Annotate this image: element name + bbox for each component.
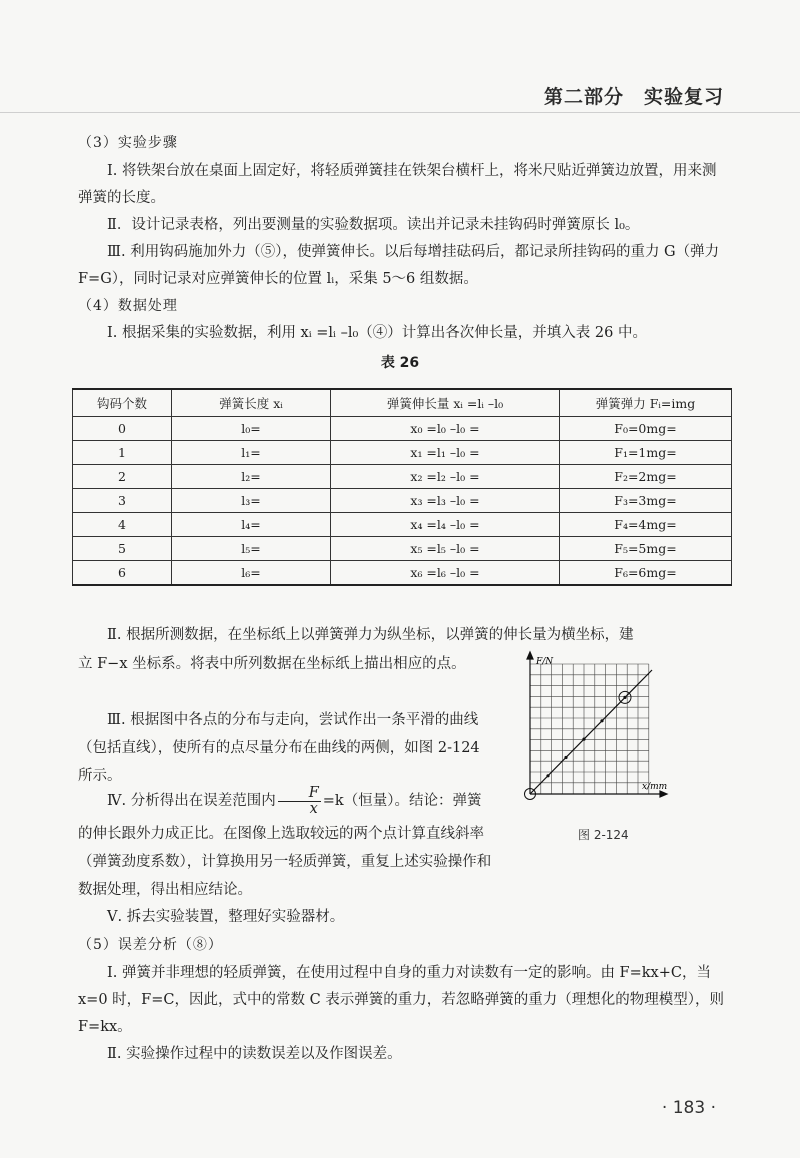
table-cell: x₃ =l₃ –l₀ = [331, 489, 560, 513]
table-cell: 0 [73, 417, 172, 441]
table-row [73, 489, 732, 513]
step-2-line-1: Ⅱ. 根据所测数据，在坐标纸上以弹簧弹力为纵坐标，以弹簧的伸长量为横坐标，建 [107, 627, 634, 643]
sec3-step-1: Ⅰ. 将铁架台放在桌面上固定好，将轻质弹簧挂在铁架台横杆上，将米尺贴近弹簧边放置，用来测弹簧的长度。 [78, 163, 717, 206]
page-number: · 183 · [661, 1098, 716, 1118]
table-cell: F₂=2mg= [560, 465, 732, 489]
table-cell: l₂= [172, 465, 331, 489]
table-cell: 3 [73, 489, 172, 513]
table-row [73, 513, 732, 537]
data-table [72, 388, 732, 586]
table-cell: 4 [73, 513, 172, 537]
table-row [73, 441, 732, 465]
table-cell: F₀=0mg= [560, 417, 732, 441]
table-cell: x₂ =l₂ –l₀ = [331, 465, 560, 489]
table-cell: F₄=4mg= [560, 513, 732, 537]
table-cell: F₃=3mg= [560, 489, 732, 513]
sec5-step-1: Ⅰ. 弹簧并非理想的轻质弹簧，在使用过程中自身的重力对读数有一定的影响。由 F=kx+C，当 x=0 时，F=C，因此，式中的常数 C 表示弹簧的重力，若忽略弹簧的重力（理想化的物理模型），则 F=kx。 [78, 965, 725, 1035]
table-cell: x₄ =l₄ –l₀ = [331, 513, 560, 537]
table-row [73, 561, 732, 586]
table-header-cell: 弹簧伸长量 xᵢ =lᵢ –l₀ [331, 389, 560, 417]
table-caption: 表 26 [380, 355, 420, 371]
force-extension-graph [512, 650, 672, 810]
section-5-heading: （5）误差分析（⑧） [78, 937, 223, 953]
sec3-step-3: Ⅲ. 利用钩码施加外力（⑤），使弹簧伸长。以后每增挂砝码后，都记录所挂钩码的重力 G（弹力 F=G），同时记录对应弹簧伸长的位置 lᵢ，采集 5～6 组数据。 [78, 244, 720, 287]
table-cell: 5 [73, 537, 172, 561]
table-cell: x₁ =l₁ –l₀ = [331, 441, 560, 465]
section-3-heading: （3）实验步骤 [78, 135, 178, 151]
table-cell: l₆= [172, 561, 331, 586]
step-4-first-line [78, 784, 498, 818]
table-header-cell: 弹簧长度 xᵢ [172, 389, 331, 417]
table-row [73, 537, 732, 561]
step-3: Ⅲ. 根据图中各点的分布与走向，尝试作出一条平滑的曲线（包括直线），使所有的点尽量分布在曲线的两侧，如图 2-124 所示。 [78, 712, 480, 784]
table-header-row [73, 389, 732, 417]
header-rule [0, 112, 800, 113]
step-2-line-2: 立 F−x 坐标系。将表中所列数据在坐标纸上描出相应的点。 [78, 656, 466, 672]
table-header-cell: 弹簧弹力 Fᵢ=img [560, 389, 732, 417]
fraction-numerator: F [278, 786, 321, 802]
table-cell: l₅= [172, 537, 331, 561]
data-point [564, 756, 567, 759]
table-cell: l₃= [172, 489, 331, 513]
table-cell: F₆=6mg= [560, 561, 732, 586]
sec4-step-1: Ⅰ. 根据采集的实验数据，利用 xᵢ =lᵢ –l₀（④）计算出各次伸长量，并填入表 26 中。 [107, 325, 647, 341]
table-cell: l₀= [172, 417, 331, 441]
table-cell: 1 [73, 441, 172, 465]
table-cell: x₀ =l₀ –l₀ = [331, 417, 560, 441]
step-4-text-pre: Ⅳ. 分析得出在误差范围内 [107, 793, 276, 809]
data-point [600, 719, 603, 722]
table-row [73, 465, 732, 489]
fraction-denominator: x [309, 800, 318, 817]
step-5: Ⅴ. 拆去实验装置，整理好实验器材。 [107, 909, 345, 925]
table-cell: x₆ =l₆ –l₀ = [331, 561, 560, 586]
x-axis-label: x/mm [642, 782, 668, 792]
data-point [582, 738, 585, 741]
figure-caption: 图 2-124 [578, 828, 629, 842]
step-4-text-post: =k（恒量）。结论：弹簧 [322, 793, 482, 809]
fraction-F-over-x [278, 786, 321, 817]
sec5-step-2: Ⅱ. 实验操作过程中的读数误差以及作图误差。 [107, 1046, 402, 1062]
sec3-step-2: Ⅱ．设计记录表格，列出要测量的实验数据项。读出并记录未挂钩码时弹簧原长 l₀。 [107, 217, 640, 233]
data-point [623, 696, 626, 699]
running-header: 第二部分 实验复习 [543, 86, 724, 108]
section-4-heading: （4）数据处理 [78, 298, 178, 314]
table-cell: l₁= [172, 441, 331, 465]
table-cell: F₁=1mg= [560, 441, 732, 465]
table-cell: x₅ =l₅ –l₀ = [331, 537, 560, 561]
table-row [73, 417, 732, 441]
y-axis-label: F/N [536, 657, 554, 667]
table-cell: F₅=5mg= [560, 537, 732, 561]
table-cell: 6 [73, 561, 172, 586]
table-header-cell: 钩码个数 [73, 389, 172, 417]
table-cell: l₄= [172, 513, 331, 537]
step-4-continued: 的伸长跟外力成正比。在图像上选取较远的两个点计算直线斜率（弹簧劲度系数），计算换用另一轻质弹簧，重复上述实验操作和数据处理，得出相应结论。 [78, 826, 492, 898]
table-cell: 2 [73, 465, 172, 489]
data-point [546, 774, 549, 777]
